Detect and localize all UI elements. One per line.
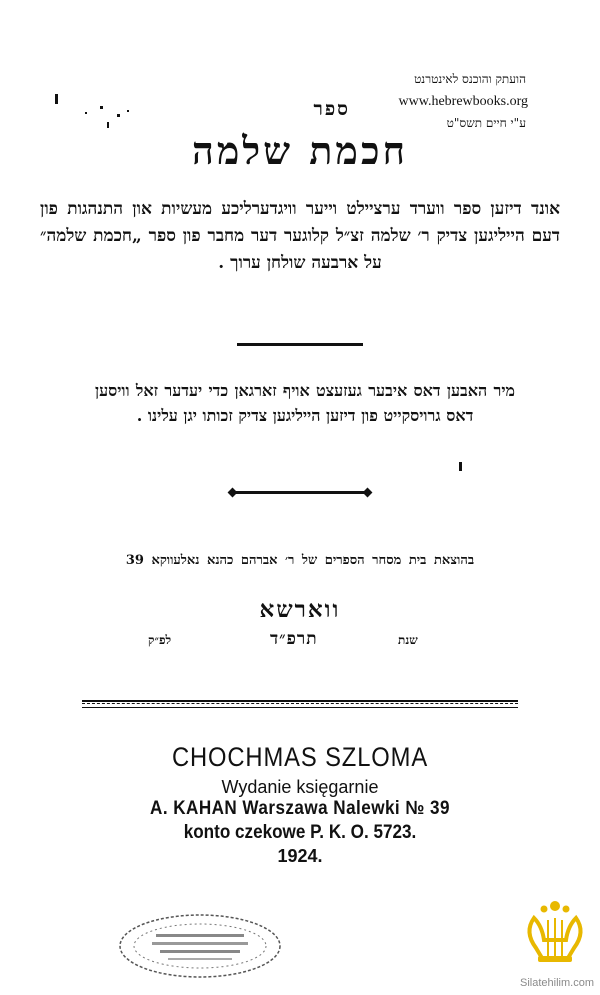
year-era: לפ״ק <box>148 633 172 647</box>
ornamental-divider <box>232 491 368 494</box>
year-value: תרפ״ד <box>270 629 318 649</box>
print-speck <box>457 462 467 472</box>
library-stamp <box>116 908 284 980</box>
book-title: חכמת שלמה <box>191 128 409 173</box>
year-label: שנת <box>398 633 418 647</box>
double-rule <box>82 700 518 708</box>
lyre-icon <box>520 898 590 970</box>
intro-paragraph: אונד דיזען ספר ווערד ערציילט וייער וויגדערליכע מעשיות און התנהגות פון דעם הייליגען צדיק ר׳ שלמה זצ״ל קלוגער דער מחבר פון ספר „חכמת שלמה״ על ארבעה שולחן ערוך . <box>40 199 560 273</box>
scan-stamp-line-1: הועתק והוכנס לאינטרנט <box>414 72 526 86</box>
latin-edition: Wydanie księgarnie <box>221 777 379 797</box>
latin-account: konto czekowe P. K. O. 5723. <box>183 822 417 843</box>
divider-rule <box>237 343 363 346</box>
latin-year: 1924. <box>277 846 323 866</box>
site-credit: Silatehilim.com <box>520 977 594 989</box>
print-specks <box>55 92 145 132</box>
publisher-line: בהוצאת בית מסחר הספרים של ר׳ אברהם כהנא נאלעווקא 39 <box>125 553 475 568</box>
scan-stamp-url: www.hebrewbooks.org <box>398 94 528 109</box>
city-name: ווארשא <box>259 596 341 623</box>
latin-title: CHOCHMAS SZLOMA <box>171 742 429 772</box>
scan-stamp-line-3: ע"י חיים תשס"ט <box>446 116 526 130</box>
sefer-label: ספר <box>313 98 350 120</box>
latin-address: A. KAHAN Warszawa Nalewki № 39 <box>150 798 450 819</box>
note-paragraph: מיר האבען דאס איבער געזעצט אויף זארגאן כדי יעדער זאל וויסען דאס גרויסקייט פון דיזען הייליגען צדיק זכותו יגן עלינו . <box>95 381 515 425</box>
